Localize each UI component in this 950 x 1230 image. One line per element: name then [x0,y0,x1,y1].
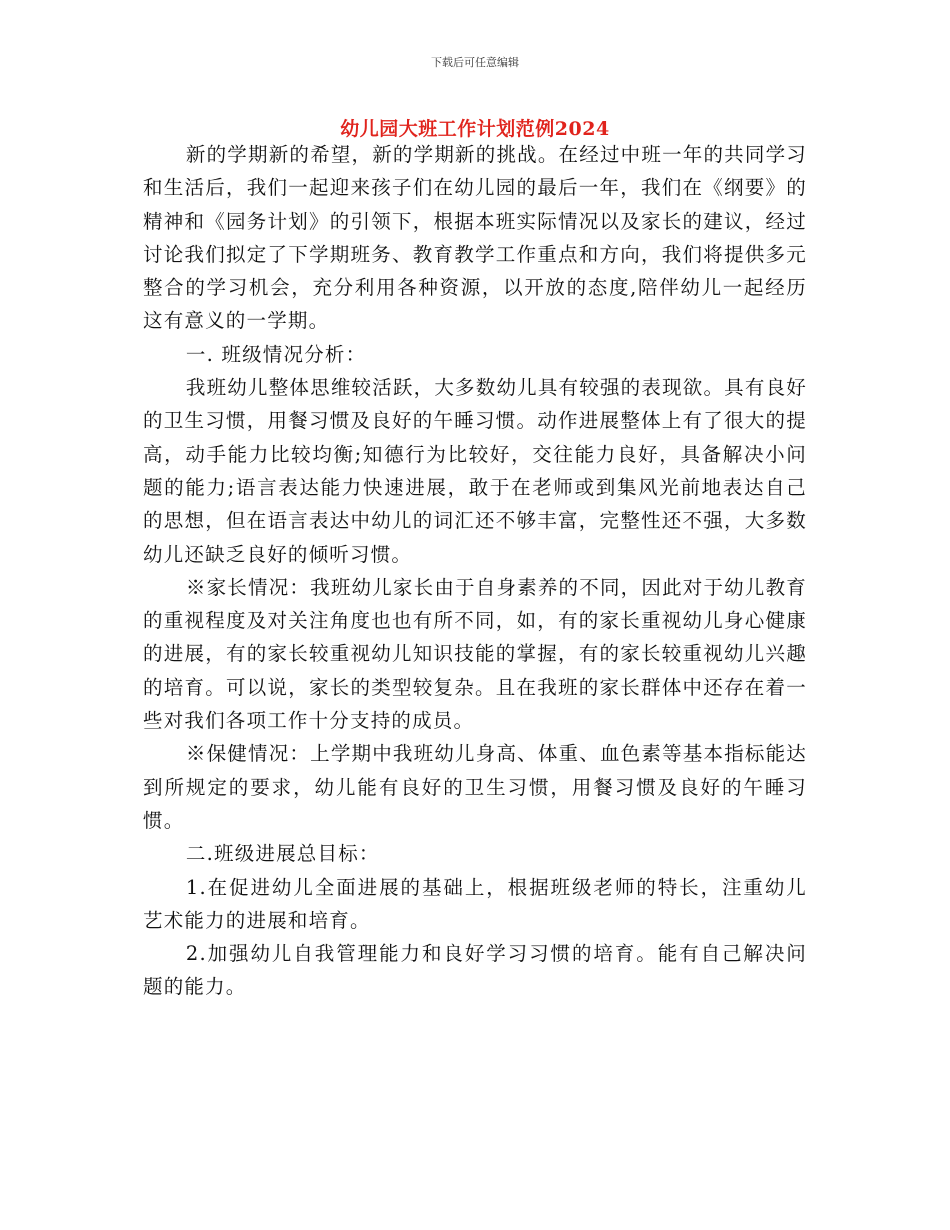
parents-situation-paragraph: ※家长情况：我班幼儿家长由于自身素养的不同，因此对于幼儿教育的重视程度及对关注角度也也有所不同，如，有的家长重视幼儿身心健康的进展，有的家长较重视幼儿知识技能的掌握，有的家长较重视幼儿兴趣的培育。可以说，家长的类型较复杂。且在我班的家长群体中还存在着一些对我们各项工作十分支持的成员。 [143,575,807,733]
document-body [143,138,807,1004]
goal-item-2: 2.加强幼儿自我管理能力和良好学习习惯的培育。能有自己解决问题的能力。 [143,942,807,999]
page-header-note: 下载后可任意编辑 [431,56,519,69]
class-analysis-paragraph: 我班幼儿整体思维较活跃，大多数幼儿具有较强的表现欲。具有良好的卫生习惯，用餐习惯及良好的午睡习惯。动作进展整体上有了很大的提高，动手能力比较均衡;知德行为比较好，交往能力良好，具备解决小问题的能力;语言表达能力快速进展，敢于在老师或到集风光前地表达自己的思想，但在语言表达中幼儿的词汇还不够丰富，完整性还不强，大多数幼儿还缺乏良好的倾听习惯。 [143,376,807,566]
goal-item-1: 1.在促进幼儿全面进展的基础上，根据班级老师的特长，注重幼儿艺术能力的进展和培育。 [143,875,807,932]
document-title: 幼儿园大班工作计划范例2024 [340,118,610,140]
intro-paragraph: 新的学期新的希望，新的学期新的挑战。在经过中班一年的共同学习和生活后，我们一起迎来孩子们在幼儿园的最后一年，我们在《纲要》的精神和《园务计划》的引领下，根据本班实际情况以及家长的建议，经过讨论我们拟定了下学期班务、教育教学工作重点和方向，我们将提供多元整合的学习机会，充分利用各种资源，以开放的态度,陪伴幼儿一起经历这有意义的一学期。 [143,143,807,333]
section-heading-overall-goals: 二.班级进展总目标： [185,842,380,866]
health-situation-paragraph: ※保健情况：上学期中我班幼儿身高、体重、血色素等基本指标能达到所规定的要求，幼儿能有良好的卫生习惯，用餐习惯及良好的午睡习惯。 [143,742,807,832]
section-heading-class-analysis: 一. 班级情况分析： [185,342,367,366]
